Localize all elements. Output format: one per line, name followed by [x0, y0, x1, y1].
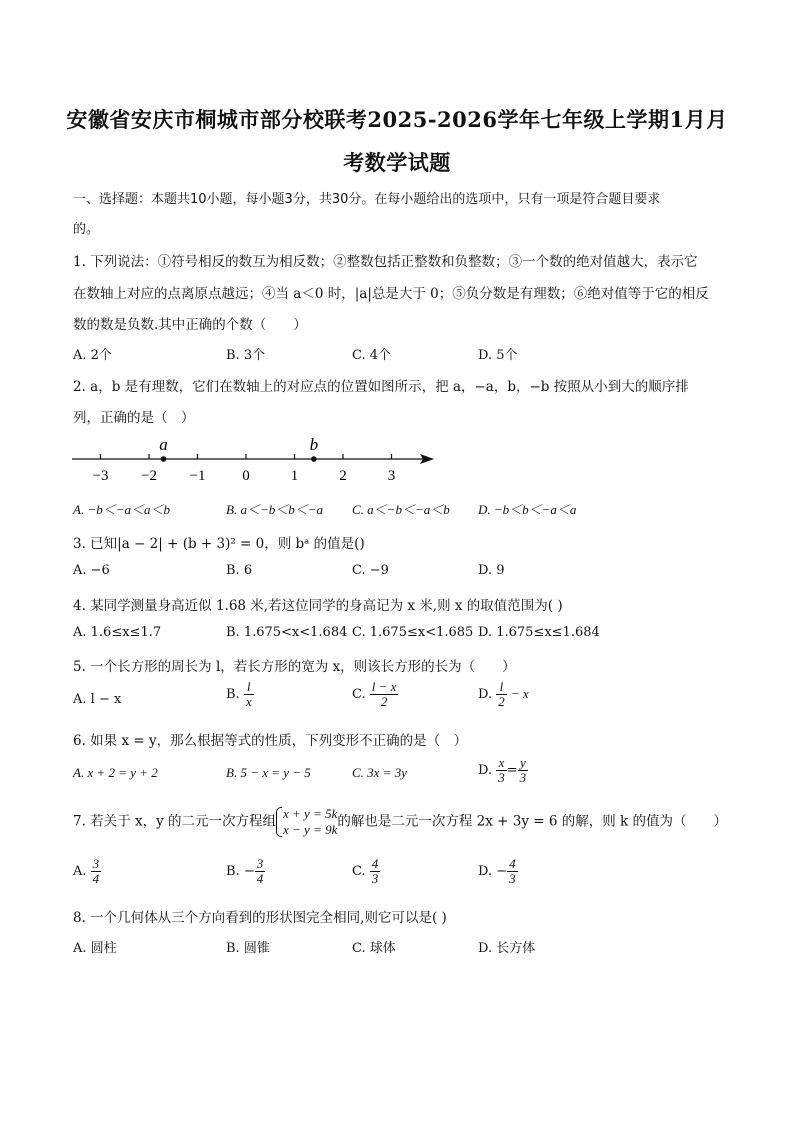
q7-option-b[interactable]	[226, 857, 265, 886]
q5-option-b-fraction	[244, 680, 254, 709]
q5-option-b-label: B.	[226, 687, 240, 702]
q3-option-d[interactable]: D. 9	[478, 563, 505, 578]
q6-option-a[interactable]: A. x + 2 = y + 2	[73, 765, 158, 780]
q7-b-numerator: 3	[256, 856, 264, 871]
q7-d-fraction	[507, 857, 518, 886]
q7-b-fraction	[255, 857, 266, 886]
q4-stem: 4. 某同学测量身高近似 1.68 米,若这位同学的身高记为 x 米,则 x 的取值范围为( )	[73, 598, 563, 614]
q7-equation-2: x − y = 9k	[283, 822, 338, 837]
point-b-label: b	[309, 435, 319, 454]
q1-option-d[interactable]: D. 5个	[478, 348, 518, 363]
exam-title-line1: 安徽省安庆市桐城市部分校联考2025-2026学年七年级上学期1月月	[66, 107, 728, 132]
q8-option-d[interactable]: D. 长方体	[478, 941, 536, 956]
q6-option-d[interactable]	[478, 756, 528, 785]
number-line-figure	[68, 430, 440, 486]
q3-option-b[interactable]: B. 6	[226, 563, 253, 578]
point-a-label: a	[159, 435, 168, 454]
q1-stem-line1: 1. 下列说法：①符号相反的数互为相反数；②整数包括正整数和负整数；③一个数的绝对值越大，表示它	[73, 254, 698, 270]
q8-option-a[interactable]: A. 圆柱	[73, 941, 117, 956]
q8-option-b[interactable]: B. 圆锥	[226, 941, 270, 956]
q6-d-left-numerator: x	[496, 756, 507, 771]
q5-option-c-label: C.	[352, 687, 366, 702]
q1-stem-line3: 数的数是负数.其中正确的个数（ ）	[73, 317, 307, 333]
q7-stem-prefix: 7. 若关于 x，y 的二元一次方程组	[73, 813, 276, 830]
q7-option-a[interactable]	[73, 857, 101, 886]
q5-option-a[interactable]: A. l − x	[73, 692, 122, 707]
q4-option-d[interactable]: D. 1.675≤x≤1.684	[478, 625, 600, 640]
q4-option-c[interactable]: C. 1.675≤x<1.685	[352, 625, 474, 640]
q5-d-denominator: 2	[498, 694, 505, 709]
q7-a-denominator: 4	[92, 871, 100, 886]
q7-a-numerator: 3	[92, 856, 100, 871]
section-header: 一、选择题：本题共10小题，每小题3分，共30分。在每小题给出的选项中，只有一项是符合题目要求	[73, 192, 661, 207]
q6-d-right-fraction	[518, 756, 529, 785]
q7-a-label: A.	[73, 864, 87, 879]
q4-option-b[interactable]: B. 1.675<x<1.684	[226, 625, 348, 640]
q6-d-right-denominator: 3	[519, 770, 527, 785]
q7-c-fraction	[370, 857, 381, 886]
q5-b-numerator: l	[244, 680, 254, 695]
q1-option-a[interactable]: A. 2个	[73, 348, 112, 363]
q5-option-d-tail: − x	[510, 686, 529, 701]
q5-option-c[interactable]	[352, 680, 398, 709]
q4-option-a[interactable]: A. 1.6≤x≤1.7	[73, 625, 162, 640]
q7-option-d[interactable]	[478, 857, 518, 886]
q1-option-b[interactable]: B. 3个	[226, 348, 266, 363]
q7-d-label: D.	[478, 864, 493, 879]
q7-d-denominator: 3	[509, 871, 516, 886]
q6-d-left-fraction	[496, 756, 507, 785]
q2-option-b[interactable]: B. a＜−b＜b＜−a	[226, 502, 323, 517]
q5-c-numerator: l − x	[371, 679, 397, 694]
q6-d-equals: =	[506, 763, 518, 778]
q6-d-left-denominator: 3	[498, 770, 505, 785]
q7-c-numerator: 4	[371, 856, 379, 871]
q7-b-label: B.	[226, 864, 240, 879]
q2-option-a[interactable]: A. −b＜−a＜a＜b	[73, 502, 170, 517]
q5-d-numerator: l	[496, 680, 507, 695]
q5-c-denominator: 2	[380, 694, 388, 709]
q7-stem-suffix: 的解也是二元一次方程 2x + 3y = 6 的解，则 k 的值为（ ）	[337, 813, 727, 830]
q5-option-d[interactable]	[478, 680, 529, 709]
q6-option-d-label: D.	[478, 763, 493, 778]
q2-option-d[interactable]: D. −b＜b＜−a＜a	[478, 502, 577, 517]
q6-d-right-numerator: y	[518, 756, 529, 771]
q6-option-c[interactable]: C. 3x = 3y	[352, 765, 407, 780]
q5-option-d-label: D.	[478, 687, 493, 702]
section-header-cont: 的。	[73, 222, 100, 237]
q7-equation-1: x + y = 5k	[283, 806, 338, 821]
q7-equation-system	[276, 806, 337, 838]
q7-d-numerator: 4	[509, 856, 516, 871]
q7-stem	[73, 806, 733, 838]
q5-option-c-fraction	[370, 680, 399, 709]
q2-stem-line2: 列，正确的是（ ）	[73, 410, 195, 426]
q5-option-d-fraction	[496, 680, 507, 709]
point-a	[161, 456, 167, 462]
q5-option-b[interactable]	[226, 680, 254, 709]
q3-option-a[interactable]: A. −6	[73, 563, 110, 578]
number-line-tick-label: 0	[242, 468, 250, 484]
number-line-tick-label: −2	[141, 468, 157, 484]
exam-title-line2: 考数学试题	[343, 150, 451, 175]
q7-b-denominator: 4	[256, 871, 264, 886]
number-line-tick-label: 1	[290, 468, 299, 484]
q3-stem: 3. 已知|a − 2| + (b + 3)² = 0，则 bᵃ 的值是()	[73, 536, 365, 552]
q8-stem: 8. 一个几何体从三个方向看到的形状图完全相同,则它可以是( )	[73, 910, 447, 926]
q5-b-denominator: x	[245, 694, 252, 709]
q5-stem: 5. 一个长方形的周长为 l，若长方形的宽为 x，则该长方形的长为（ ）	[73, 659, 516, 675]
number-line-tick-label: −1	[189, 468, 206, 484]
q7-c-label: C.	[352, 864, 366, 879]
q1-option-c[interactable]: C. 4个	[352, 348, 392, 363]
point-b	[311, 456, 317, 462]
number-line-tick-label: −3	[92, 468, 109, 484]
q2-stem-line1: 2. a，b 是有理数，它们在数轴上的对应点的位置如图所示，把 a，−a，b，−b 按照从小到大的顺序排	[73, 379, 689, 395]
number-line-tick-label: 3	[387, 468, 396, 484]
q6-stem: 6. 如果 x = y，那么根据等式的性质，下列变形不正确的是（ ）	[73, 733, 468, 749]
q8-option-c[interactable]: C. 球体	[352, 941, 396, 956]
q2-option-c[interactable]: C. a＜−b＜−a＜b	[352, 502, 450, 517]
q1-stem-line2: 在数轴上对应的点离原点越远；④当 a＜0 时，|a|总是大于 0；⑤负分数是有理数；⑥绝对值等于它的相反	[73, 286, 709, 302]
q7-b-sign: −	[243, 864, 255, 879]
q6-option-b[interactable]: B. 5 − x = y − 5	[226, 765, 311, 780]
q7-option-c[interactable]	[352, 857, 380, 886]
q7-c-denominator: 3	[371, 871, 379, 886]
q7-d-sign: −	[496, 864, 508, 879]
q3-option-c[interactable]: C. −9	[352, 563, 389, 578]
q7-a-fraction	[91, 857, 102, 886]
number-line-tick-label: 2	[339, 468, 347, 484]
